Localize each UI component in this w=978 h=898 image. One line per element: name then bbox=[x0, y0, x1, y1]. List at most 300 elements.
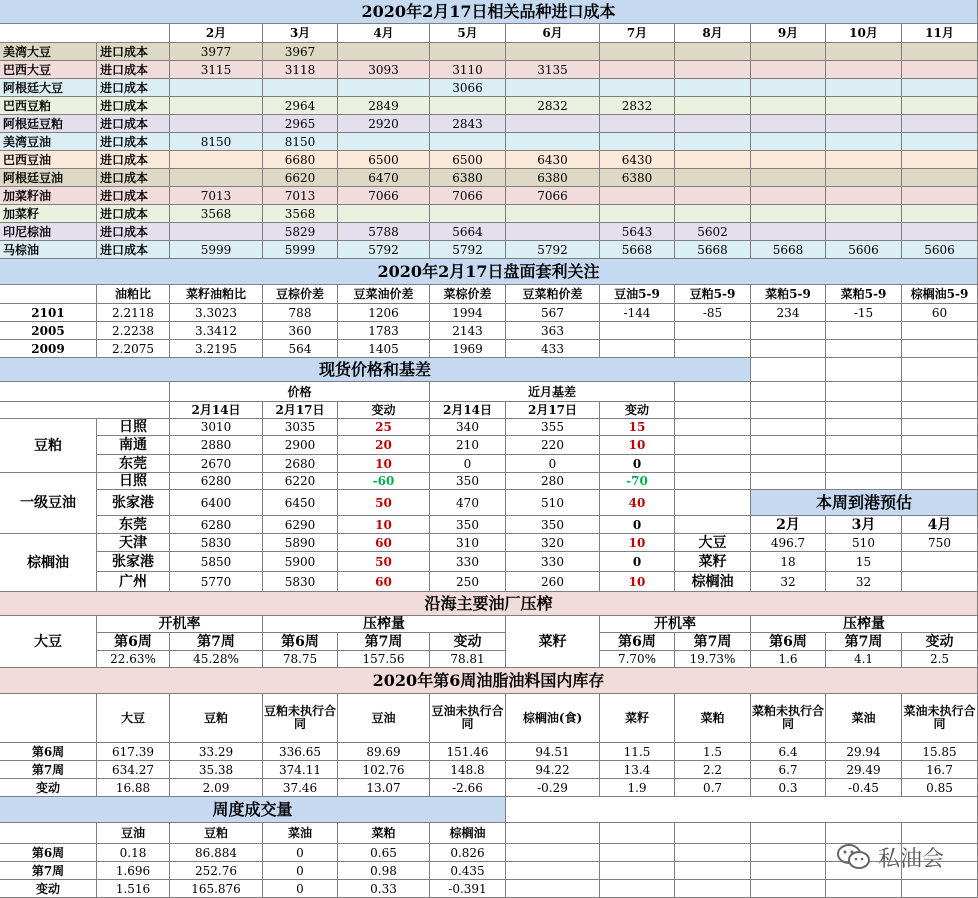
soy-volume-header: 压榨量 bbox=[263, 616, 506, 633]
inventory-header: 棕榈油(食) bbox=[506, 694, 600, 743]
spot-value: 350 bbox=[430, 473, 506, 490]
import-cost-value bbox=[675, 61, 751, 79]
import-cost-value bbox=[826, 169, 902, 187]
inventory-value: 102.76 bbox=[338, 761, 430, 779]
import-cost-value: 5792 bbox=[430, 241, 506, 259]
month-header: 9月 bbox=[751, 24, 826, 43]
inventory-value: 6.4 bbox=[751, 743, 826, 761]
import-row-name: 巴西豆油 bbox=[0, 151, 97, 169]
import-cost-value: 5829 bbox=[263, 223, 338, 241]
basis-group-header: 近月基差 bbox=[430, 382, 675, 402]
import-cost-value bbox=[902, 43, 978, 61]
blank-cell bbox=[506, 880, 600, 898]
arbitrage-value: 234 bbox=[751, 304, 826, 322]
blank-cell bbox=[751, 382, 826, 402]
arrival-value bbox=[902, 552, 978, 572]
import-row-name: 阿根廷豆粕 bbox=[0, 115, 97, 133]
import-cost-value: 2964 bbox=[263, 97, 338, 115]
spot-change-value: 0 bbox=[600, 455, 675, 473]
arbitrage-value bbox=[675, 322, 751, 340]
arbitrage-value: 60 bbox=[902, 304, 978, 322]
import-cost-value bbox=[826, 61, 902, 79]
import-cost-value: 5668 bbox=[600, 241, 675, 259]
header-blank bbox=[0, 285, 97, 304]
import-cost-value bbox=[902, 151, 978, 169]
soy-crush-value: 22.63% bbox=[97, 651, 170, 668]
import-cost-value bbox=[902, 61, 978, 79]
spot-value: 5890 bbox=[263, 534, 338, 552]
volume-value: 0.33 bbox=[338, 880, 430, 898]
inventory-value: 151.46 bbox=[430, 743, 506, 761]
blank-cell bbox=[600, 862, 675, 880]
import-cost-value: 3977 bbox=[170, 43, 263, 61]
spot-location: 南通 bbox=[97, 436, 170, 455]
soy-crush-value: 78.81 bbox=[430, 651, 506, 668]
spot-value: 2880 bbox=[170, 436, 263, 455]
blank-cell bbox=[751, 823, 826, 844]
import-cost-value bbox=[902, 133, 978, 151]
inventory-header: 豆粕未执行合同 bbox=[263, 694, 338, 743]
rapeseed-crush-value: 4.1 bbox=[826, 651, 902, 668]
blank-cell bbox=[826, 402, 902, 419]
arbitrage-value: 1206 bbox=[338, 304, 430, 322]
inventory-value: 374.11 bbox=[263, 761, 338, 779]
import-cost-value bbox=[675, 97, 751, 115]
arbitrage-value: 2143 bbox=[430, 322, 506, 340]
import-cost-value bbox=[826, 151, 902, 169]
spot-value: 355 bbox=[506, 419, 600, 436]
import-cost-value: 6430 bbox=[506, 151, 600, 169]
blank-cell bbox=[675, 862, 751, 880]
import-row-name: 美湾大豆 bbox=[0, 43, 97, 61]
import-row-name: 巴西大豆 bbox=[0, 61, 97, 79]
month-header: 3月 bbox=[263, 24, 338, 43]
import-cost-value bbox=[430, 205, 506, 223]
import-cost-value bbox=[902, 223, 978, 241]
import-row-type: 进口成本 bbox=[97, 205, 170, 223]
blank-cell bbox=[506, 862, 600, 880]
arbitrage-value bbox=[902, 340, 978, 358]
import-cost-value bbox=[600, 133, 675, 151]
rapeseed-crush-subheader: 第7周 bbox=[675, 633, 751, 651]
import-row-name: 印尼棕油 bbox=[0, 223, 97, 241]
spot-change-value: 10 bbox=[600, 436, 675, 455]
spot-value: 210 bbox=[430, 436, 506, 455]
arbitrage-value: 3.2195 bbox=[170, 340, 263, 358]
import-cost-value: 6500 bbox=[430, 151, 506, 169]
volume-header: 菜油 bbox=[263, 823, 338, 844]
inventory-title: 2020年第6周油脂油料国内库存 bbox=[0, 668, 978, 694]
blank-cell bbox=[600, 823, 675, 844]
blank-cell bbox=[675, 490, 751, 516]
import-cost-value bbox=[675, 79, 751, 97]
import-cost-value: 5643 bbox=[600, 223, 675, 241]
spot-value: 260 bbox=[506, 572, 600, 592]
import-row-name: 马棕油 bbox=[0, 241, 97, 259]
volume-value: 0 bbox=[263, 862, 338, 880]
blank-cell bbox=[902, 382, 978, 402]
spot-location: 日照 bbox=[97, 419, 170, 436]
spot-value: 320 bbox=[506, 534, 600, 552]
volume-value: 0.18 bbox=[97, 844, 170, 862]
inventory-value: 15.85 bbox=[902, 743, 978, 761]
inventory-value: -0.29 bbox=[506, 779, 600, 797]
import-cost-value bbox=[170, 169, 263, 187]
spot-value: 250 bbox=[430, 572, 506, 592]
arbitrage-value: 1783 bbox=[338, 322, 430, 340]
import-cost-value: 2965 bbox=[263, 115, 338, 133]
import-cost-value bbox=[826, 205, 902, 223]
import-cost-value bbox=[751, 223, 826, 241]
blank-cell bbox=[751, 473, 826, 490]
header-blank bbox=[0, 402, 170, 419]
import-cost-value bbox=[170, 115, 263, 133]
arbitrage-value bbox=[826, 340, 902, 358]
inventory-value: 0.7 bbox=[675, 779, 751, 797]
spot-location: 张家港 bbox=[97, 490, 170, 516]
blank-cell bbox=[675, 516, 751, 534]
spot-change-value: -60 bbox=[338, 473, 430, 490]
inventory-value: 29.49 bbox=[826, 761, 902, 779]
blank-cell bbox=[506, 823, 600, 844]
arbitrage-value: -85 bbox=[675, 304, 751, 322]
import-cost-title: 2020年2月17日相关品种进口成本 bbox=[0, 0, 978, 24]
arbitrage-header: 菜粕5-9 bbox=[751, 285, 826, 304]
header-blank bbox=[0, 823, 97, 844]
arbitrage-value: 360 bbox=[263, 322, 338, 340]
inventory-header: 豆油 bbox=[338, 694, 430, 743]
import-row-type: 进口成本 bbox=[97, 115, 170, 133]
arbitrage-value bbox=[675, 340, 751, 358]
import-cost-value bbox=[506, 223, 600, 241]
import-row-name: 美湾豆油 bbox=[0, 133, 97, 151]
rapeseed-crush-value: 2.5 bbox=[902, 651, 978, 668]
arrival-value bbox=[902, 572, 978, 592]
import-cost-value bbox=[751, 187, 826, 205]
arrival-month: 3月 bbox=[826, 516, 902, 534]
import-row-type: 进口成本 bbox=[97, 43, 170, 61]
blank-cell bbox=[506, 844, 600, 862]
spot-subheader: 2月17日 bbox=[506, 402, 600, 419]
rapeseed-rate-header: 开机率 bbox=[600, 616, 751, 633]
arbitrage-value: 3.3023 bbox=[170, 304, 263, 322]
import-cost-value bbox=[751, 97, 826, 115]
import-cost-value: 8150 bbox=[263, 133, 338, 151]
import-cost-value: 5664 bbox=[430, 223, 506, 241]
soy-crush-subheader: 第7周 bbox=[170, 633, 263, 651]
blank-cell bbox=[751, 358, 826, 382]
blank-cell bbox=[675, 823, 751, 844]
arrival-value: 750 bbox=[902, 534, 978, 552]
blank-cell bbox=[826, 419, 902, 436]
import-cost-value bbox=[430, 133, 506, 151]
import-cost-value: 7013 bbox=[263, 187, 338, 205]
spot-value: 6280 bbox=[170, 516, 263, 534]
inventory-value: 11.5 bbox=[600, 743, 675, 761]
import-cost-value: 3118 bbox=[263, 61, 338, 79]
import-cost-value bbox=[600, 205, 675, 223]
inventory-value: 617.39 bbox=[97, 743, 170, 761]
arbitrage-value: 2.2075 bbox=[97, 340, 170, 358]
spot-value: 350 bbox=[506, 516, 600, 534]
import-cost-value bbox=[675, 43, 751, 61]
spot-value: 6220 bbox=[263, 473, 338, 490]
month-header: 7月 bbox=[600, 24, 675, 43]
import-cost-value: 5788 bbox=[338, 223, 430, 241]
arbitrage-value: 788 bbox=[263, 304, 338, 322]
spot-change-value: 0 bbox=[600, 552, 675, 572]
spot-value: 330 bbox=[430, 552, 506, 572]
blank-cell bbox=[902, 419, 978, 436]
import-row-name: 加菜籽油 bbox=[0, 187, 97, 205]
blank-cell bbox=[826, 880, 902, 898]
arbitrage-header: 豆油5-9 bbox=[600, 285, 675, 304]
month-header: 6月 bbox=[506, 24, 600, 43]
import-cost-value bbox=[506, 115, 600, 133]
soy-crush-subheader: 第6周 bbox=[263, 633, 338, 651]
import-row-type: 进口成本 bbox=[97, 169, 170, 187]
volume-value: 0.435 bbox=[430, 862, 506, 880]
rapeseed-crush-subheader: 第6周 bbox=[751, 633, 826, 651]
soy-rate-header: 开机率 bbox=[97, 616, 263, 633]
arbitrage-value: 3.3412 bbox=[170, 322, 263, 340]
import-cost-value: 3066 bbox=[430, 79, 506, 97]
soy-crush-subheader: 变动 bbox=[430, 633, 506, 651]
spot-value: 0 bbox=[430, 455, 506, 473]
import-cost-value: 6470 bbox=[338, 169, 430, 187]
volume-value: 86.884 bbox=[170, 844, 263, 862]
import-cost-value bbox=[902, 97, 978, 115]
import-row-type: 进口成本 bbox=[97, 241, 170, 259]
soy-crush-subheader: 第7周 bbox=[338, 633, 430, 651]
inventory-value: 336.65 bbox=[263, 743, 338, 761]
spot-subheader: 2月14日 bbox=[430, 402, 506, 419]
import-cost-value: 5606 bbox=[902, 241, 978, 259]
arbitrage-value: 363 bbox=[506, 322, 600, 340]
blank-cell bbox=[902, 473, 978, 490]
inventory-value: 16.88 bbox=[97, 779, 170, 797]
arbitrage-header: 豆菜油价差 bbox=[338, 285, 430, 304]
inventory-header: 菜油未执行合同 bbox=[902, 694, 978, 743]
rapeseed-crush-subheader: 第6周 bbox=[600, 633, 675, 651]
import-cost-value bbox=[675, 133, 751, 151]
import-cost-value bbox=[338, 205, 430, 223]
import-row-type: 进口成本 bbox=[97, 151, 170, 169]
inventory-week: 变动 bbox=[0, 779, 97, 797]
spot-value: 310 bbox=[430, 534, 506, 552]
blank-cell bbox=[675, 419, 751, 436]
month-header: 11月 bbox=[902, 24, 978, 43]
import-cost-value bbox=[506, 133, 600, 151]
arbitrage-header: 棕榈油5-9 bbox=[902, 285, 978, 304]
spot-value: 2900 bbox=[263, 436, 338, 455]
import-cost-value: 6380 bbox=[430, 169, 506, 187]
import-cost-value: 3568 bbox=[263, 205, 338, 223]
spot-change-value: -70 bbox=[600, 473, 675, 490]
import-cost-value bbox=[170, 79, 263, 97]
blank-cell bbox=[751, 419, 826, 436]
import-row-name: 阿根廷大豆 bbox=[0, 79, 97, 97]
import-cost-value: 6380 bbox=[506, 169, 600, 187]
soy-crush-value: 157.56 bbox=[338, 651, 430, 668]
blank-cell bbox=[751, 880, 826, 898]
inventory-value: 13.07 bbox=[338, 779, 430, 797]
inventory-value: -0.45 bbox=[826, 779, 902, 797]
spot-change-value: 20 bbox=[338, 436, 430, 455]
inventory-header: 菜油 bbox=[826, 694, 902, 743]
month-header: 4月 bbox=[338, 24, 430, 43]
spot-value: 510 bbox=[506, 490, 600, 516]
spot-change-value: 10 bbox=[600, 534, 675, 552]
arrival-name: 大豆 bbox=[675, 534, 751, 552]
rapeseed-crush-value: 7.70% bbox=[600, 651, 675, 668]
import-cost-value: 2849 bbox=[338, 97, 430, 115]
blank-cell bbox=[751, 844, 826, 862]
arrival-month: 2月 bbox=[751, 516, 826, 534]
blank-cell bbox=[600, 844, 675, 862]
import-row-type: 进口成本 bbox=[97, 61, 170, 79]
spot-location: 天津 bbox=[97, 534, 170, 552]
header-blank bbox=[0, 24, 170, 43]
blank-cell bbox=[506, 797, 978, 823]
arbitrage-value: 567 bbox=[506, 304, 600, 322]
arrival-value: 15 bbox=[826, 552, 902, 572]
import-cost-value: 2832 bbox=[600, 97, 675, 115]
import-row-name: 巴西豆粕 bbox=[0, 97, 97, 115]
import-cost-value bbox=[751, 151, 826, 169]
import-cost-value bbox=[170, 223, 263, 241]
import-cost-value bbox=[600, 115, 675, 133]
spot-value: 220 bbox=[506, 436, 600, 455]
arbitrage-value bbox=[751, 340, 826, 358]
arbitrage-value: 1994 bbox=[430, 304, 506, 322]
import-cost-value: 5606 bbox=[826, 241, 902, 259]
header-blank bbox=[0, 382, 170, 402]
blank-cell bbox=[826, 473, 902, 490]
spot-value: 0 bbox=[506, 455, 600, 473]
import-cost-value: 6380 bbox=[600, 169, 675, 187]
volume-value: 0.826 bbox=[430, 844, 506, 862]
arbitrage-header: 豆棕价差 bbox=[263, 285, 338, 304]
spot-change-value: 10 bbox=[338, 455, 430, 473]
import-cost-value bbox=[506, 205, 600, 223]
import-cost-value bbox=[751, 43, 826, 61]
import-row-name: 阿根廷豆油 bbox=[0, 169, 97, 187]
volume-week: 第6周 bbox=[0, 844, 97, 862]
spot-change-value: 15 bbox=[600, 419, 675, 436]
arbitrage-header: 菜粕5-9 bbox=[826, 285, 902, 304]
blank-cell bbox=[902, 880, 978, 898]
import-cost-value bbox=[902, 169, 978, 187]
arbitrage-value: -144 bbox=[600, 304, 675, 322]
inventory-header: 菜粕未执行合同 bbox=[751, 694, 826, 743]
inventory-value: 94.22 bbox=[506, 761, 600, 779]
import-cost-value bbox=[826, 43, 902, 61]
arbitrage-value bbox=[902, 322, 978, 340]
inventory-value: 29.94 bbox=[826, 743, 902, 761]
arbitrage-header: 油粕比 bbox=[97, 285, 170, 304]
import-cost-value: 3115 bbox=[170, 61, 263, 79]
rapeseed-crush-value: 1.6 bbox=[751, 651, 826, 668]
month-header: 5月 bbox=[430, 24, 506, 43]
arrival-value: 510 bbox=[826, 534, 902, 552]
import-cost-value bbox=[751, 61, 826, 79]
inventory-value: 2.09 bbox=[170, 779, 263, 797]
spot-subheader: 变动 bbox=[600, 402, 675, 419]
import-cost-value: 7066 bbox=[338, 187, 430, 205]
import-row-type: 进口成本 bbox=[97, 187, 170, 205]
spot-value: 6400 bbox=[170, 490, 263, 516]
volume-value: 1.516 bbox=[97, 880, 170, 898]
spot-value: 6450 bbox=[263, 490, 338, 516]
arbitrage-value bbox=[751, 322, 826, 340]
import-cost-value: 2832 bbox=[506, 97, 600, 115]
arbitrage-value bbox=[600, 340, 675, 358]
import-cost-value bbox=[170, 97, 263, 115]
spot-subheader: 2月17日 bbox=[263, 402, 338, 419]
inventory-header: 菜籽 bbox=[600, 694, 675, 743]
spot-change-value: 10 bbox=[600, 572, 675, 592]
arrival-value: 32 bbox=[826, 572, 902, 592]
spot-change-value: 50 bbox=[338, 552, 430, 572]
header-blank bbox=[0, 694, 97, 743]
contract-label: 2005 bbox=[0, 322, 97, 340]
import-cost-value: 5999 bbox=[263, 241, 338, 259]
import-cost-value: 5792 bbox=[506, 241, 600, 259]
arbitrage-title: 2020年2月17日盘面套利关注 bbox=[0, 259, 978, 285]
price-group-header: 价格 bbox=[170, 382, 430, 402]
spot-change-value: 60 bbox=[338, 534, 430, 552]
import-cost-value: 6500 bbox=[338, 151, 430, 169]
inventory-week: 第6周 bbox=[0, 743, 97, 761]
volume-value: -0.391 bbox=[430, 880, 506, 898]
contract-label: 2101 bbox=[0, 304, 97, 322]
import-row-type: 进口成本 bbox=[97, 133, 170, 151]
blank-cell bbox=[675, 880, 751, 898]
import-cost-value: 7066 bbox=[430, 187, 506, 205]
spot-location: 张家港 bbox=[97, 552, 170, 572]
inventory-header: 大豆 bbox=[97, 694, 170, 743]
inventory-header: 豆油未执行合同 bbox=[430, 694, 506, 743]
inventory-value: 634.27 bbox=[97, 761, 170, 779]
arbitrage-value: 433 bbox=[506, 340, 600, 358]
import-cost-value: 5999 bbox=[170, 241, 263, 259]
import-cost-value bbox=[338, 43, 430, 61]
spot-value: 5770 bbox=[170, 572, 263, 592]
crush-title: 沿海主要油厂压榨 bbox=[0, 592, 978, 616]
volume-header: 棕榈油 bbox=[430, 823, 506, 844]
import-row-name: 加菜籽 bbox=[0, 205, 97, 223]
inventory-week: 第7周 bbox=[0, 761, 97, 779]
spot-value: 280 bbox=[506, 473, 600, 490]
spot-change-value: 50 bbox=[338, 490, 430, 516]
arrival-name: 棕榈油 bbox=[675, 572, 751, 592]
spot-location: 广州 bbox=[97, 572, 170, 592]
import-cost-value bbox=[675, 205, 751, 223]
import-cost-value: 7066 bbox=[506, 187, 600, 205]
blank-cell bbox=[902, 436, 978, 455]
spot-title: 现货价格和基差 bbox=[0, 358, 751, 382]
import-cost-value bbox=[826, 133, 902, 151]
import-cost-value bbox=[902, 79, 978, 97]
soy-crush-value: 45.28% bbox=[170, 651, 263, 668]
rapeseed-volume-header: 压榨量 bbox=[751, 616, 978, 633]
volume-header: 豆粕 bbox=[170, 823, 263, 844]
import-cost-value: 5668 bbox=[675, 241, 751, 259]
blank-cell bbox=[675, 436, 751, 455]
spot-change-value: 25 bbox=[338, 419, 430, 436]
inventory-value: 37.46 bbox=[263, 779, 338, 797]
